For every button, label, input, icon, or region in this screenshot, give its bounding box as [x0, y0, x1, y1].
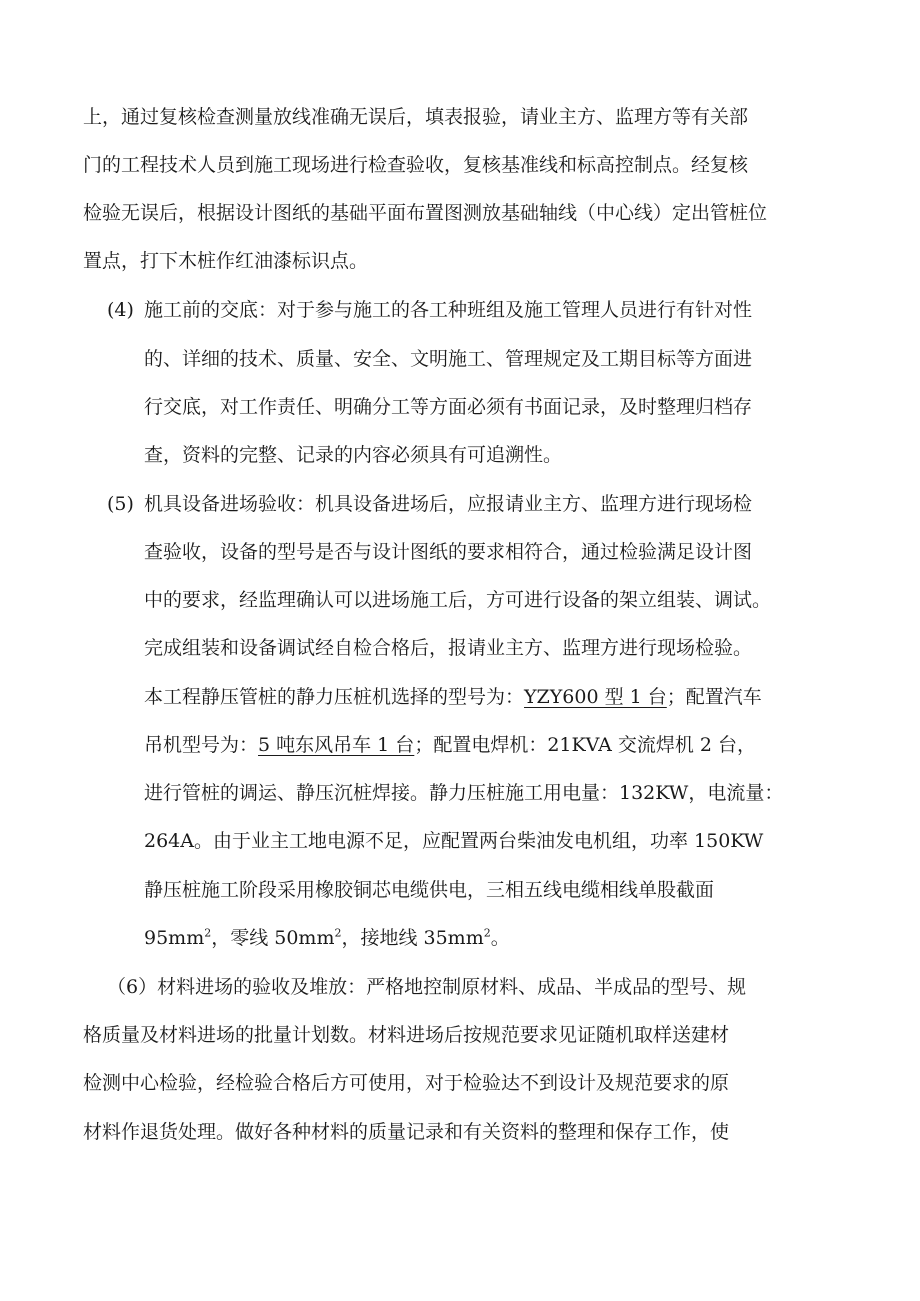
text-segment: ；配置汽车 [666, 686, 762, 708]
item-4-line: 的、详细的技术、质量、安全、文明施工、管理规定及工期目标等方面进 [144, 348, 753, 370]
item-6-line: 检测中心检验，经检验合格后方可使用，对于检验达不到设计及规范要求的原 [83, 1072, 730, 1094]
paragraph-line: 检验无误后，根据设计图纸的基础平面布置图测放基础轴线（中心线）定出管桩位 [83, 202, 768, 224]
list-marker-4: (4) [107, 299, 134, 321]
item-5-line-cable-sizes [144, 925, 510, 951]
item-5-line-crane [144, 732, 756, 758]
item-4-line: 查，资料的完整、记录的内容必须具有可追溯性。 [144, 444, 563, 466]
text-segment: ，接地线 35mm [341, 927, 484, 949]
superscript: 2 [483, 926, 491, 940]
text-segment: 吊机型号为： [144, 734, 259, 756]
text-segment: 本工程静压管桩的静力压桩机选择的型号为： [144, 686, 525, 708]
text-segment: ；配置电焊机：21KVA 交流焊机 2 台， [414, 734, 757, 756]
crane-model: 5 吨东风吊车 1 台 [258, 734, 415, 756]
pile-driver-model: YZY600 型 1 台 [524, 686, 667, 708]
text-segment: ，零线 50mm [211, 927, 335, 949]
list-marker-5: (5) [107, 493, 134, 515]
item-5-line: 264A。由于业主工地电源不足，应配置两台柴油发电机组，功率 150KW [144, 830, 764, 852]
superscript: 2 [334, 926, 342, 940]
paragraph-line: 上，通过复核检查测量放线准确无误后，填表报验，请业主方、监理方等有关部 [83, 106, 749, 128]
item-6-line: 格质量及材料进场的批量计划数。材料进场后按规范要求见证随机取样送建材 [83, 1024, 730, 1046]
item-5-line: 静压桩施工阶段采用橡胶铜芯电缆供电，三相五线电缆相线单股截面 [144, 879, 715, 901]
paragraph-line: 置点，打下木桩作红油漆标识点。 [83, 250, 369, 272]
item-5-line: 进行管桩的调运、静压沉桩焊接。静力压桩施工用电量：132KW，电流量： [144, 782, 784, 804]
item-5-line: 中的要求，经监理确认可以进场施工后，方可进行设备的架立组装、调试。 [144, 589, 772, 611]
item-6-line: 材料作退货处理。做好各种材料的质量记录和有关资料的整理和保存工作，使 [83, 1121, 730, 1143]
item-5-line: 查验收，设备的型号是否与设计图纸的要求相符合，通过检验满足设计图 [144, 541, 753, 563]
text-segment: 95mm [144, 927, 205, 949]
item-5-line-pile-driver [144, 684, 762, 710]
paragraph-line: 门的工程技术人员到施工现场进行检查验收，复核基准线和标高控制点。经复核 [83, 154, 749, 176]
item-6-line: （6）材料进场的验收及堆放：严格地控制原材料、成品、半成品的型号、规 [107, 976, 747, 998]
superscript: 2 [204, 926, 212, 940]
item-4-line: 行交底，对工作责任、明确分工等方面必须有书面记录，及时整理归档存 [144, 396, 753, 418]
item-5-line: 机具设备进场验收：机具设备进场后，应报请业主方、监理方进行现场检 [144, 493, 753, 515]
item-5-line: 完成组装和设备调试经自检合格后，报请业主方、监理方进行现场检验。 [144, 637, 753, 659]
text-segment: 。 [490, 927, 510, 949]
item-4-line: 施工前的交底：对于参与施工的各工种班组及施工管理人员进行有针对性 [144, 299, 753, 321]
